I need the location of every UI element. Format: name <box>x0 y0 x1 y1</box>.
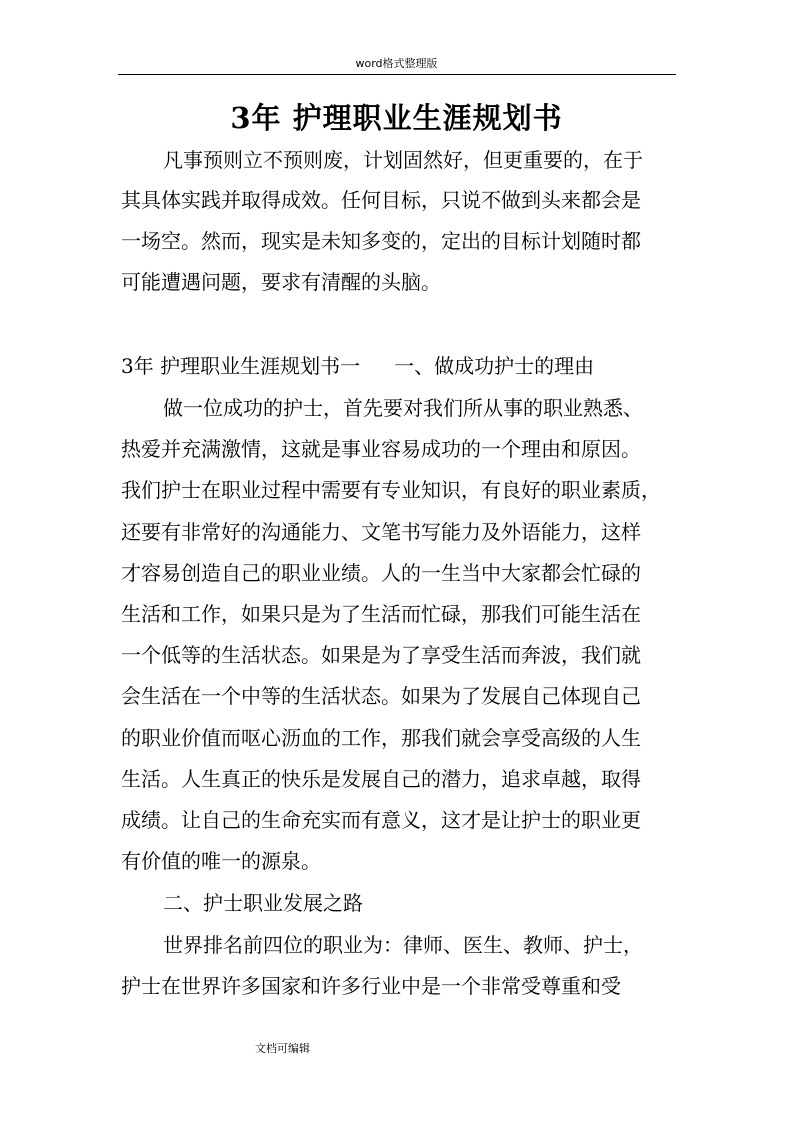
text-line: 做一位成功的护士，首先要对我们所从事的职业熟悉、 <box>163 396 643 420</box>
section-heading-1: 一、做成功护士的理由 <box>394 354 595 378</box>
text-line: 成绩。让自己的生命充实而有意义，这才是让护士的职业更 <box>121 808 641 832</box>
section-heading-line <box>121 354 594 378</box>
header-text: word格式整理版 <box>355 57 438 70</box>
text-line: 一场空。然而，现实是未知多变的，定出的目标计划随时都 <box>121 229 641 253</box>
header-rule <box>118 74 676 75</box>
text-line: 有价值的唯一的源泉。 <box>121 849 321 873</box>
text-line: 还要有非常好的沟通能力、文笔书写能力及外语能力，这样 <box>121 520 641 544</box>
text-line: 凡事预则立不预则废，计划固然好，但更重要的，在于 <box>163 148 643 172</box>
text-line: 世界排名前四位的职业为：律师、医生、教师、护士， <box>163 933 643 957</box>
text-line: 其具体实践并取得成效。任何目标，只说不做到头来都会是 <box>121 188 641 212</box>
footer-text: 文档可编辑 <box>255 1042 310 1055</box>
document-title: 3年 护理职业生涯规划书 <box>230 101 563 135</box>
text-line: 才容易创造自己的职业业绩。人的一生当中大家都会忙碌的 <box>121 561 641 585</box>
text-line: 一个低等的生活状态。如果是为了享受生活而奔波，我们就 <box>121 643 641 667</box>
section-heading-2: 二、护士职业发展之路 <box>163 891 363 915</box>
section-subtitle: 3年 护理职业生涯规划书一 <box>121 354 361 378</box>
text-line: 可能遭遇问题，要求有清醒的头脑。 <box>121 270 441 294</box>
text-line: 的职业价值而呕心沥血的工作，那我们就会享受高级的人生 <box>121 726 641 750</box>
text-line: 我们护士在职业过程中需要有专业知识，有良好的职业素质， <box>121 478 661 502</box>
text-line: 会生活在一个中等的生活状态。如果为了发展自己体现自己 <box>121 684 641 708</box>
text-line: 生活和工作，如果只是为了生活而忙碌，那我们可能生活在 <box>121 602 641 626</box>
text-line: 热爱并充满激情，这就是事业容易成功的一个理由和原因。 <box>121 437 641 461</box>
text-line: 生活。人生真正的快乐是发展自己的潜力，追求卓越，取得 <box>121 767 641 791</box>
text-line: 护士在世界许多国家和许多行业中是一个非常受尊重和受 <box>121 974 621 998</box>
